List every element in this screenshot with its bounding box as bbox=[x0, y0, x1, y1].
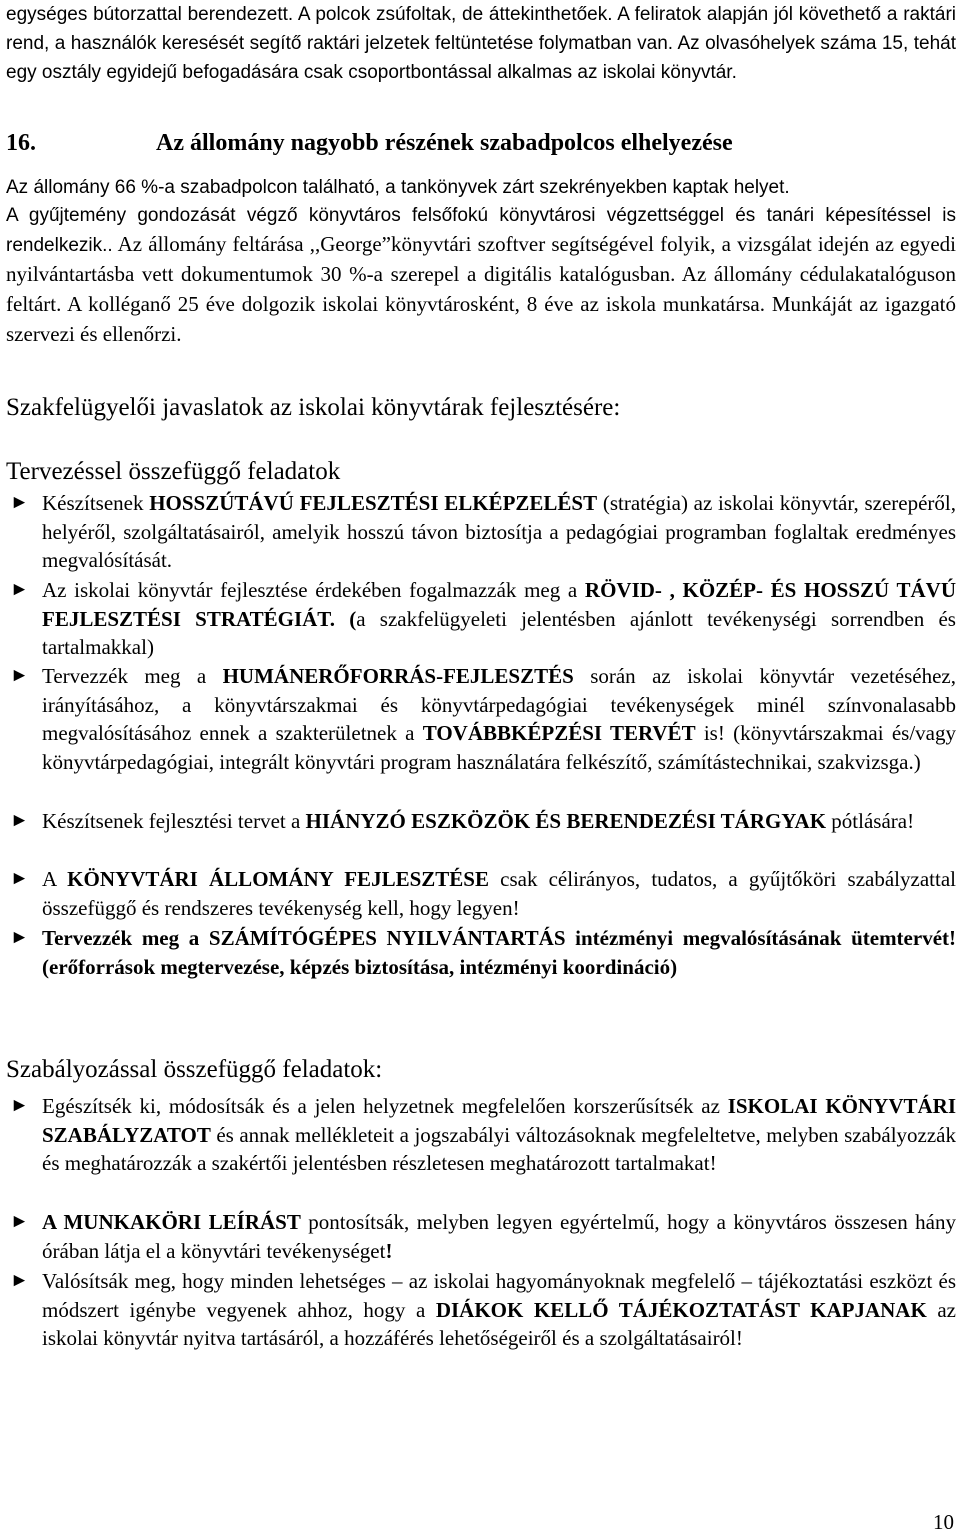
planning-bullet-6 bbox=[6, 924, 956, 981]
planning-bullet-5 bbox=[6, 865, 956, 922]
regulation-heading: Szabályozással összefüggő feladatok: bbox=[6, 1056, 383, 1083]
main-heading: Szakfelügyelői javaslatok az iskolai könyvtárak fejlesztésére: bbox=[6, 394, 621, 421]
arrow-bullet-icon: ► bbox=[10, 492, 29, 513]
text: Valósítsák meg, hogy minden lehetséges – az iskolai hagyományoknak megfelelő – tájékoztatási eszközt és módszert igénybe vegyenek ahhoz, hogy a bbox=[42, 1269, 956, 1322]
text: Egészítsék ki, módosítsák és a jelen helyzetnek megfelelően korszerűsítsék az bbox=[42, 1094, 728, 1118]
arrow-bullet-icon: ► bbox=[10, 927, 29, 948]
arrow-bullet-icon: ► bbox=[10, 665, 29, 686]
section-title: Az állomány nagyobb részének szabadpolcos elhelyezése bbox=[156, 130, 733, 156]
text: és annak mellékleteit a jogszabályi változásoknak megfeleltetve, melyben szabályozzák és meghatározzák a szakértői jelentésben részletesen meghatározott tartalmakat! bbox=[42, 1122, 956, 1176]
p2-rest: Az állomány feltárása ,,George”könyvtári szoftver segítségével folyik, a vizsgálat idején az egyedi nyilvántartásba vett dokumentumok 30 %-a szerepel a digitális katalógusban. Az állomány cédulakatalóguson feltárt. A kolléganő 25 éve dolgozik iskolai könyvtárosként, 8 éve az iskola munkatársa. Munkáját az igazgató szervezi és ellenőrzi. bbox=[6, 232, 956, 346]
arrow-bullet-icon: ► bbox=[10, 1270, 29, 1291]
planning-bullet-4 bbox=[6, 807, 956, 836]
arrow-bullet-icon: ► bbox=[10, 579, 29, 600]
regulation-bullet-3 bbox=[6, 1267, 956, 1353]
intro-paragraph: egységes bútorzattal berendezett. A polcok zsúfoltak, de áttekinthetőek. A feliratok alapján jól követhető a raktári rend, a használók keresését segítő raktári jelzetek feltüntetése folymatban van. Az olvasóhelyek száma 15, tehát egy osztály egyidejű befogadására csak csoportbontással alkalmas az iskolai könyvtár. bbox=[6, 4, 956, 83]
section-16-heading bbox=[6, 127, 733, 159]
section-16-paragraph-2 bbox=[6, 201, 956, 350]
regulation-bullet-1 bbox=[6, 1092, 956, 1178]
arrow-bullet-icon: ► bbox=[10, 810, 29, 831]
arrow-bullet-icon: ► bbox=[10, 868, 29, 889]
section-16-paragraph-1: Az állomány 66 %-a szabadpolcon található, a tankönyvek zárt szekrényekben kaptak helyet. bbox=[6, 177, 790, 198]
arrow-bullet-icon: ► bbox=[10, 1211, 29, 1232]
planning-bullet-3 bbox=[6, 662, 956, 777]
text: Készítsenek bbox=[42, 491, 150, 515]
text: Készítsenek fejlesztési tervet a bbox=[42, 809, 306, 833]
text: pótlására! bbox=[826, 809, 915, 833]
planning-bullet-1 bbox=[6, 489, 956, 575]
section-number: 16. bbox=[6, 130, 36, 156]
p2-sentence-1: A gyűjtemény gondozását végző könyvtáros felsőfokú könyvtárosi végzettséggel és tanári képesítéssel is rendelkezik.. bbox=[6, 205, 956, 256]
text: pontosítsák, melyben legyen egyértelmű, hogy a könyvtáros összesen hány órában látja el a könyvtári tevékenységet bbox=[42, 1210, 956, 1263]
text: Tervezzék meg a bbox=[42, 664, 223, 688]
text: az iskolai könyvtár nyitva tartásáról, a hozzáférés lehetőségeiről és a szolgáltatásairól! bbox=[42, 1297, 956, 1351]
text: Az iskolai könyvtár fejlesztése érdekében fogalmazzák meg a bbox=[42, 578, 585, 602]
text: a szakfelügyeleti jelentésben ajánlott tevékenységi sorrendben és tartalmakkal) bbox=[42, 606, 956, 660]
text: (stratégia) az iskolai könyvtár, szerepéről, helyéről, szolgáltatásairól, amelyik hosszú távon biztosítja a pedagógiai programban foglaltak eredményes megvalósítását. bbox=[42, 491, 957, 573]
regulation-bullet-2 bbox=[6, 1208, 956, 1265]
text: során az iskolai könyvtár vezetéséhez, irányításához, a könyvtárszakmai és könyvtárpedagógiai tevékenységek minél színvonalasabb megvalósításához ennek a szakterületnek a bbox=[42, 664, 957, 746]
emphasis: HUMÁNERŐFORRÁS-FEJLESZTÉS bbox=[222, 664, 574, 688]
emphasis: TOVÁBBKÉPZÉSI TERVÉT bbox=[422, 721, 696, 746]
arrow-bullet-icon: ► bbox=[10, 1095, 29, 1116]
emphasis: RÖVID- , KÖZÉP- ÉS HOSSZÚ TÁVÚ FEJLESZTÉSI STRATÉGIÁT. ( bbox=[42, 578, 956, 631]
planning-bullet-2 bbox=[6, 576, 956, 662]
text: Tervezzék meg a SZÁMÍTÓGÉPES NYILVÁNTARTÁS intézményi megvalósításának ütemtervét! (erőforrások megtervezése, képzés biztosítása, intézményi koordináció) bbox=[42, 926, 956, 979]
emphasis: ISKOLAI KÖNYVTÁRI SZABÁLYZATOT bbox=[42, 1094, 956, 1147]
emphasis: HIÁNYZÓ ESZKÖZÖK ÉS BERENDEZÉSI TÁRGYAK bbox=[305, 809, 827, 833]
text: csak célirányos, tudatos, a gyűjtőköri szabályzattal összefüggő és rendszeres tevékenység kell, hogy legyen! bbox=[42, 867, 956, 920]
emphasis: A MUNKAKÖRI LEÍRÁST bbox=[42, 1210, 301, 1234]
emphasis: DIÁKOK KELLŐ TÁJÉKOZTATÁST KAPJANAK bbox=[435, 1297, 927, 1322]
page-number: 10 bbox=[933, 1510, 954, 1534]
planning-heading: Tervezéssel összefüggő feladatok bbox=[6, 458, 341, 485]
emphasis: ! bbox=[385, 1238, 393, 1263]
emphasis: KÖNYVTÁRI ÁLLOMÁNY FEJLESZTÉSE bbox=[67, 867, 489, 891]
text: is! (könyvtárszakmai és/vagy könyvtárpedagógiai, integrált könyvtári program használatára felkészítő, számítástechnikai, szakvizsga.) bbox=[42, 721, 956, 775]
text: A bbox=[42, 867, 68, 891]
emphasis: HOSSZÚTÁVÚ FEJLESZTÉSI ELKÉPZELÉST bbox=[149, 491, 598, 515]
